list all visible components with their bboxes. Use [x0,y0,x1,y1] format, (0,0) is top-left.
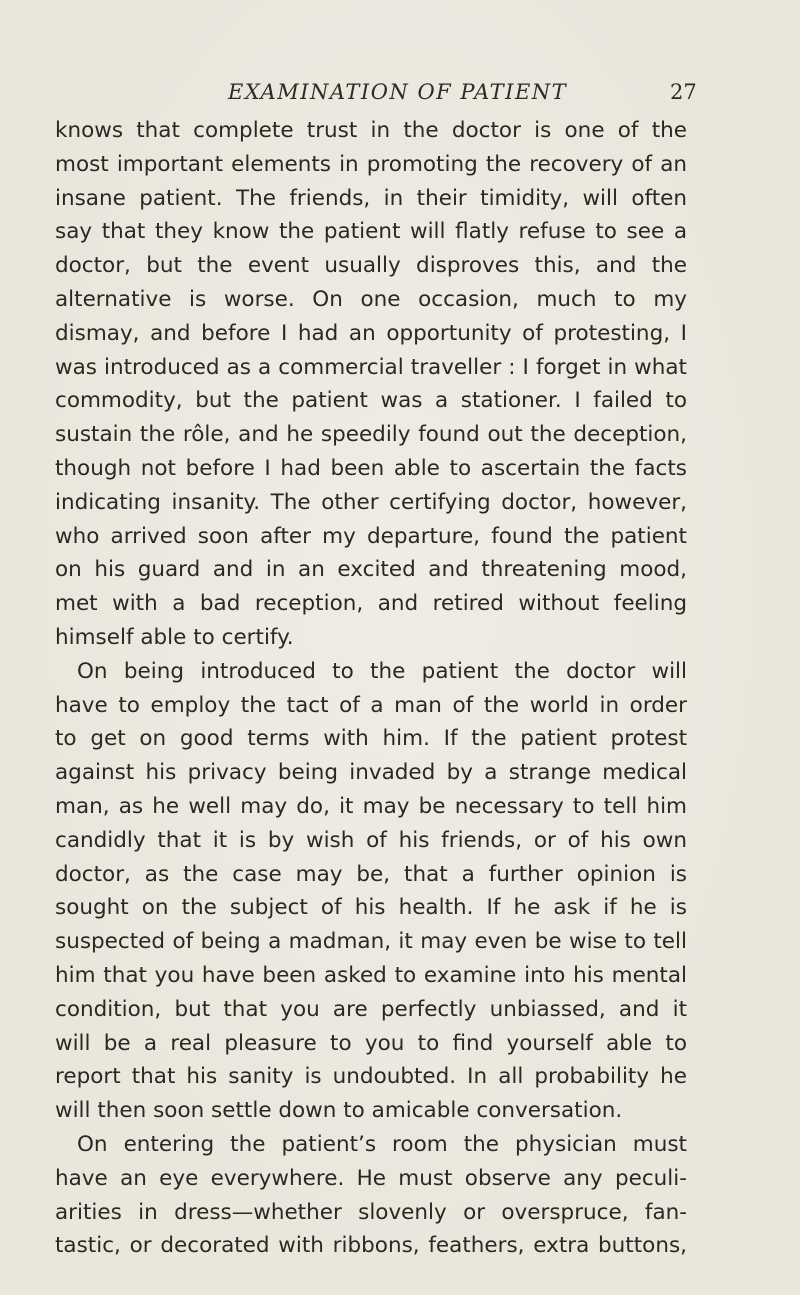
text-line: arities in dress—whether slovenly or overspruce, fan- [55,1199,687,1225]
text-line: say that they know the patient will flatly refuse to see a [55,219,687,245]
text-line: candidly that it is by wish of his friends, or of his own [55,827,687,853]
text-line: knows that complete trust in the doctor is one of the [55,118,687,143]
running-title: EXAMINATION OF PATIENT [228,80,568,104]
text-line: will be a real pleasure to you to find yourself able to [55,1030,687,1056]
body-text [55,114,687,1263]
text-line: dismay, and before I had an opportunity of protesting, I [55,320,687,346]
text-line: condition, but that you are perfectly unbiassed, and it [55,996,687,1022]
text-line: On being introduced to the patient the doctor will [77,658,687,684]
text-line: alternative is worse. On one occasion, much to my [55,286,687,312]
text-line: man, as he well may do, it may be necessary to tell him [55,793,687,819]
text-line: report that his sanity is undoubted. In all probability he [55,1064,687,1090]
text-line: against his privacy being invaded by a strange medical [55,760,687,786]
text-line: indicating insanity. The other certifying doctor, however, [55,489,687,515]
page-number: 27 [670,80,697,104]
text-line: who arrived soon after my departure, found the patient [55,523,687,549]
text-line: will then soon settle down to amicable conversation. [55,1098,623,1124]
text-line: doctor, as the case may be, that a further opinion is [55,861,687,887]
text-line: him that you have been asked to examine into his mental [55,962,687,988]
text-line: insane patient. The friends, in their timidity, will often [55,185,687,211]
text-line: on his guard and in an excited and threatening mood, [55,557,687,583]
text-line: himself able to certify. [55,624,294,650]
text-line: most important elements in promoting the recovery of an [55,151,687,177]
text-line: commodity, but the patient was a stationer. I failed to [55,388,687,414]
text-line: doctor, but the event usually disproves this, and the [55,253,687,279]
text-line: sustain the rôle, and he speedily found out the deception, [55,422,687,448]
text-line: suspected of being a madman, it may even be wise to tell [55,929,687,955]
text-line: have an eye everywhere. He must observe any peculi- [55,1165,687,1191]
text-line: to get on good terms with him. If the patient protest [55,726,687,752]
text-line: was introduced as a commercial traveller : I forget in what [55,354,687,380]
text-line: tastic, or decorated with ribbons, feathers, extra buttons, [55,1233,687,1259]
running-head [0,80,800,112]
text-line: have to employ the tact of a man of the world in order [55,692,687,718]
text-line: met with a bad reception, and retired without feeling [55,591,687,617]
text-line: though not before I had been able to ascertain the facts [55,455,687,481]
text-line: sought on the subject of his health. If he ask if he is [55,895,687,921]
text-line: On entering the patient’s room the physician must [77,1131,687,1157]
